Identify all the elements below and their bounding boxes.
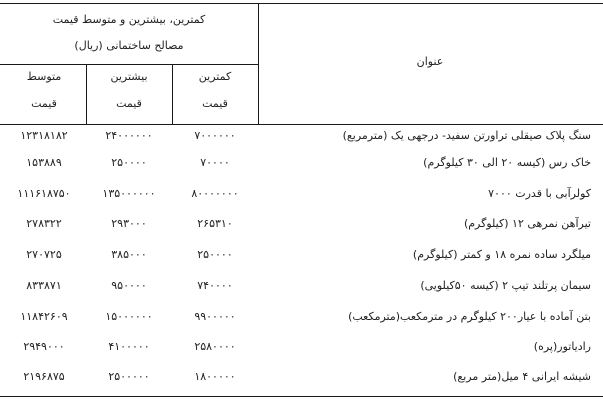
row-max-price: ۲۹۳۰۰۰ [111, 217, 147, 230]
table-bottom-border [0, 396, 603, 397]
row-max-price: ۳۸۵۰۰۰ [111, 248, 147, 261]
row-title: بتن آماده با عیار۲۰۰ کیلوگرم در مترمکعب(مترمکعب) [348, 310, 591, 323]
header-bottom-border [0, 124, 603, 125]
row-title: خاک رس (کیسه ۲۰ الی ۳۰ کیلوگرم) [423, 156, 591, 169]
row-title: تیرآهن نمرهی ۱۲ (کیلوگرم) [463, 217, 591, 230]
row-min-price: ۷۴۰۰۰۰ [197, 279, 233, 292]
row-avg-price: ۲۷۰۷۲۵ [26, 248, 62, 261]
row-title: سیمان پرتلند تیپ ۲ (کیسه ۵۰کیلویی) [420, 279, 591, 292]
row-min-price: ۸۰۰۰۰۰۰۰ [191, 187, 239, 200]
row-avg-price: ۲۹۴۹۰۰۰ [23, 340, 65, 353]
row-avg-price: ۸۳۳۸۷۱ [26, 279, 62, 292]
row-avg-price: ۱۱۸۴۲۶۰۹ [20, 310, 68, 323]
row-max-price: ۱۳۵۰۰۰۰۰۰ [102, 187, 156, 200]
row-max-price: ۴۱۰۰۰۰۰ [108, 340, 150, 353]
column-header-avg-price: قیمت [31, 97, 57, 110]
column-header-title: عنوان [416, 55, 444, 68]
column-header-max-price: قیمت [116, 97, 142, 110]
group-header-divider [0, 64, 258, 65]
column-header-min-price: قیمت [202, 97, 228, 110]
row-avg-price: ۲۷۸۳۲۲ [26, 217, 62, 230]
row-min-price: ۷۰۰۰۰۰۰ [194, 129, 236, 142]
column-header-avg: متوسط [26, 70, 62, 83]
row-min-price: ۹۹۰۰۰۰۰ [194, 310, 236, 323]
row-title: کولرآبی با قدرت ۷۰۰۰ [488, 187, 591, 200]
column-header-min: کمترین [198, 70, 232, 83]
row-max-price: ۹۵۰۰۰۰ [111, 279, 147, 292]
row-max-price: ۲۵۰۰۰۰۰ [108, 370, 150, 383]
row-min-price: ۲۵۰۰۰۰ [197, 248, 233, 261]
vertical-divider-max [86, 64, 87, 124]
group-title: کمترین، بیشترین و متوسط قیمت [52, 13, 206, 26]
row-max-price: ۲۵۰۰۰۰ [111, 156, 147, 169]
row-title: رادیاتور(پره) [533, 340, 591, 353]
row-max-price: ۱۵۰۰۰۰۰۰ [105, 310, 153, 323]
row-min-price: ۱۸۰۰۰۰۰ [194, 370, 236, 383]
row-title: شیشه ایرانی ۴ میل(متر مربع) [453, 370, 591, 383]
vertical-divider-min [172, 64, 173, 124]
row-min-price: ۲۶۵۳۱۰ [197, 217, 233, 230]
table-top-border [0, 3, 603, 4]
row-avg-price: ۱۱۱۶۱۸۷۵۰ [17, 187, 71, 200]
row-min-price: ۲۵۸۰۰۰۰ [194, 340, 236, 353]
row-avg-price: ۱۲۳۱۸۱۸۲ [20, 129, 68, 142]
row-min-price: ۷۰۰۰۰ [200, 156, 230, 169]
row-avg-price: ۲۱۹۶۸۷۵ [23, 370, 65, 383]
row-avg-price: ۱۵۳۸۸۹ [26, 156, 62, 169]
vertical-divider-title [258, 3, 259, 124]
row-max-price: ۲۴۰۰۰۰۰۰ [105, 129, 153, 142]
group-subtitle: مصالح ساختمانی (ریال) [74, 39, 184, 52]
row-title: میلگرد ساده نمره ۱۸ و کمتر (کیلوگرم) [412, 248, 591, 261]
column-header-max: بیشترین [110, 70, 148, 83]
row-title: سنگ پلاک صیقلی تراورتن سفید- درجهی یک (مترمربع) [342, 129, 591, 142]
